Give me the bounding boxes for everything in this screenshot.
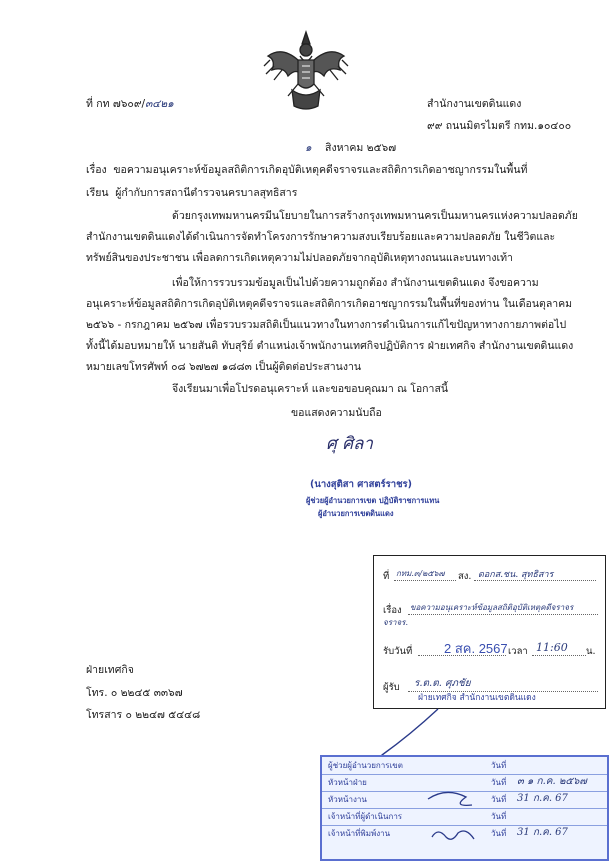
routing-row-date-label: วันที่ [491,795,507,804]
routing-row-label: เจ้าหน้าที่พิมพ์งาน [328,829,391,838]
office-address: ๙๙ ถนนมิตรไมตรี กทม.๑๐๔๐๐ [427,120,572,132]
paragraph-2-line-1: เพื่อให้การรวบรวมข้อมูลเป็นไปด้วยความถูกต้อง สำนักงานเขตดินแดง จึงขอความ [172,277,539,289]
stamp-subject-value: ขอความอนุเคราะห์ข้อมูลสถิติอุบัติเหตุคดีจราจร [410,603,574,612]
stamp-dept-value: ดอกส.ชน. สุทธิสาร [478,570,554,580]
stamp-number-label: ที่ [383,571,390,582]
paragraph-2-line-4: ทั้งนี้ได้มอบหมายให้ นายสันติ ทับสุริย์ ตำแหน่งเจ้าพนักงานเทศกิจปฏิบัติการ ฝ่ายเทศกิจ สำนักงานเขตดินแดง [86,340,574,352]
signer-position-2: ผู้อำนวยการเขตดินแดง [318,509,394,518]
routing-row-date-label: วันที่ [491,829,507,838]
stamp-unit: ฝ่ายเทศกิจ สำนักงานเขตดินแดง [418,693,536,703]
recipient-label: เรียน [86,187,109,199]
paragraph-1-line-2: สำนักงานเขตดินแดงได้ดำเนินการจัดทำโครงการรักษาความสงบเรียบร้อยและความปลอดภัย ในชีวิตและ [86,231,556,243]
routing-initials [422,777,492,847]
subject-line [86,163,527,177]
paragraph-3: จึงเรียนมาเพื่อโปรดอนุเคราะห์ และขอขอบคุณมา ณ โอกาสนี้ [172,383,449,395]
reference-number: ที่ กท ๗๖๐๙/๓๔๒๑ [86,98,174,110]
stamp-receiver-label: ผู้รับ [383,682,400,693]
stamp-time-value: 11:60 [536,641,568,654]
subject-label: เรื่อง [86,164,107,176]
reference-number-handwritten: ๓๔๒๑ [145,98,174,110]
signer-position-1: ผู้ช่วยผู้อำนวยการเขต ปฏิบัติราชการแทน [306,496,440,505]
paragraph-1-line-1: ด้วยกรุงเทพมหานครมีนโยบายในการสร้างกรุงเทพมหานครเป็นมหานครแห่งความปลอดภัย [172,210,578,222]
footer-division: ฝ่ายเทศกิจ [86,664,134,676]
stamp-subject-label: เรื่อง [383,605,402,616]
subject-text: ขอความอนุเคราะห์ข้อมูลสถิติการเกิดอุบัติเหตุคดีจราจรและสถิติการเกิดอาชญากรรมในพื้นที่ [113,164,528,176]
routing-row-label: หัวหน้าฝ่าย [328,778,367,787]
stamp-time-unit: น. [586,646,596,657]
letter-date: ๑ สิงหาคม ๒๕๖๗ [305,142,397,154]
routing-row-label: เจ้าหน้าที่ผู้ดำเนินการ [328,812,403,821]
routing-slip [320,755,609,861]
paragraph-2-line-3: ๒๕๖๖ - กรกฎาคม ๒๕๖๗ เพื่อรวบรวมสถิติเป็นแนวทางในทางการดำเนินการแก้ไขปัญหาทางกายภาพต่อไป [86,319,567,331]
stamp-receiver-value: ร.ต.ต. ศุภชัย [414,678,471,689]
routing-row-label: ผู้ช่วยผู้อำนวยการเขต [328,761,403,770]
stamp-number-value: กทม.๓/๒๕๖๗ [396,569,445,578]
letter-date-day: ๑ [305,142,312,154]
closing-salutation: ขอแสดงความนับถือ [291,407,382,419]
stamp-date-value: 2 สค. 2567 [444,641,508,656]
signature: ศุ ศิลา [326,434,373,454]
stamp-time-label: เวลา [508,646,528,657]
recipient-text: ผู้กำกับการสถานีตำรวจนครบาลสุทธิสาร [115,187,298,199]
stamp-subject-value-2: จราจร. [383,618,409,627]
paragraph-1-line-3: ทรัพย์สินของประชาชน เพื่อลดการเกิดเหตุความไม่ปลอดภัยจากอุบัติเหตุทางถนนและบนทางเท้า [86,252,513,264]
routing-row-label: หัวหน้างาน [328,795,367,804]
routing-row-date-label: วันที่ [491,761,507,770]
stamp-dept-label: สง. [458,571,472,582]
routing-row-date: 31 ก.ค. 67 [517,827,568,838]
routing-row-date: ๓ ๑ ก.ค. ๒๕๖๗ [517,776,587,787]
signer-name: (นางสุติสา ศาสตร์ราชร) [310,479,412,490]
garuda-emblem [262,26,350,114]
footer-fax: โทรสาร ๐ ๒๒๔๗ ๕๔๔๘ [86,709,201,721]
recipient-line [86,186,297,200]
issuing-office: สำนักงานเขตดินแดง [427,98,522,110]
routing-row-date-label: วันที่ [491,812,507,821]
footer-telephone: โทร. ๐ ๒๒๔๕ ๓๓๖๗ [86,687,183,699]
paragraph-2-line-5: หมายเลขโทรศัพท์ ๐๘ ๖๗๒๗ ๑๘๘๓ เป็นผู้ติดต่อประสานงาน [86,361,362,373]
stamp-date-label: รับวันที่ [383,646,413,657]
routing-row-date-label: วันที่ [491,778,507,787]
routing-row [322,757,607,775]
receipt-stamp [373,555,606,709]
routing-row-date: 31 ก.ค. 67 [517,793,568,804]
paragraph-2-line-2: อนุเคราะห์ข้อมูลสถิติการเกิดอุบัติเหตุคดีจราจรและสถิติการเกิดอาชญากรรมในพื้นที่ของท่าน ในเดือนตุลาคม [86,298,573,310]
